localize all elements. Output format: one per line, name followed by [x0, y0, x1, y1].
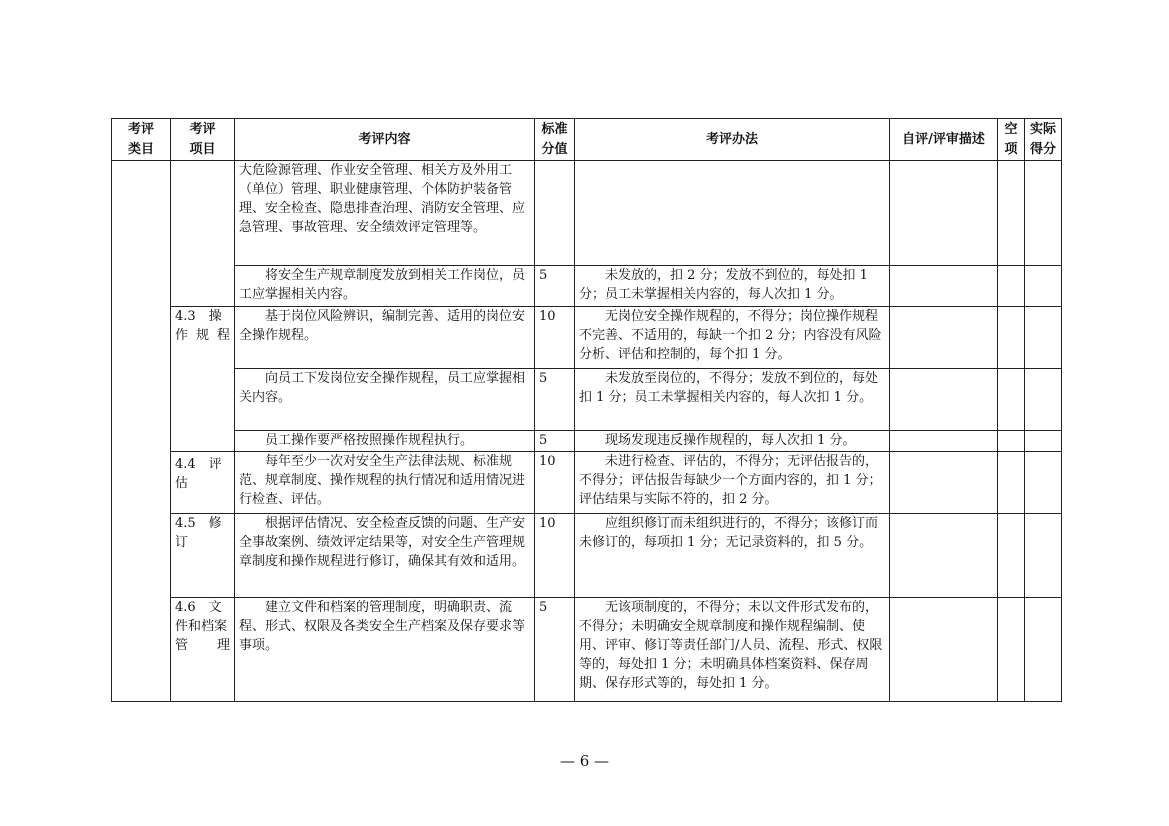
actual-score-cell: [1025, 598, 1062, 702]
blank-item-cell: [998, 369, 1025, 431]
header-method: 考评办法: [575, 119, 890, 161]
method-cell: 应组织修订而未组织进行的，不得分；该修订而未修订的，每项扣 1 分；无记录资料的，扣 5 分。: [575, 514, 890, 598]
method-cell: 未进行检查、评估的，不得分；无评估报告的，不得分；评估报告每缺少一个方面内容的，扣 1 分；评估结果与实际不符的，扣 2 分。: [575, 452, 890, 514]
header-standard-score: 标准 分值: [535, 119, 575, 161]
self-eval-cell: [890, 431, 998, 452]
table-header-row: [112, 119, 1062, 161]
table-row: [112, 431, 1062, 452]
content-cell: 基于岗位风险辨识，编制完善、适用的岗位安全操作规程。: [235, 307, 535, 369]
score-cell: 10: [535, 307, 575, 369]
self-eval-cell: [890, 514, 998, 598]
header-blank-item: 空 项: [998, 119, 1025, 161]
method-cell: [575, 161, 890, 266]
category-cell: [112, 161, 171, 702]
content-cell: 建立文件和档案的管理制度，明确职责、流程、形式、权限及各类安全生产档案及保存要求等事项。: [235, 598, 535, 702]
self-eval-cell: [890, 161, 998, 266]
blank-item-cell: [998, 514, 1025, 598]
score-cell: [535, 161, 575, 266]
self-eval-cell: [890, 266, 998, 307]
header-content: 考评内容: [235, 119, 535, 161]
self-eval-cell: [890, 452, 998, 514]
item-cell: 4.4 评估: [171, 452, 235, 514]
page-number: — 6 —: [559, 752, 610, 770]
item-cell: [171, 161, 235, 307]
method-cell: 现场发现违反操作规程的，每人次扣 1 分。: [575, 431, 890, 452]
item-cell: 4.5 修订: [171, 514, 235, 598]
content-cell: 每年至少一次对安全生产法律法规、标准规范、规章制度、操作规程的执行情况和适用情况进行检查、评估。: [235, 452, 535, 514]
table-row: [112, 266, 1062, 307]
actual-score-cell: [1025, 161, 1062, 266]
header-category: 考评 类目: [112, 119, 171, 161]
method-cell: 无岗位安全操作规程的，不得分；岗位操作规程不完善、不适用的，每缺一个扣 2 分；内容没有风险分析、评估和控制的，每个扣 1 分。: [575, 307, 890, 369]
score-cell: 10: [535, 452, 575, 514]
table-row: [112, 161, 1062, 266]
score-cell: 5: [535, 598, 575, 702]
self-eval-cell: [890, 307, 998, 369]
self-eval-cell: [890, 369, 998, 431]
actual-score-cell: [1025, 266, 1062, 307]
blank-item-cell: [998, 431, 1025, 452]
item-cell: 4.3 操作规程: [171, 307, 235, 452]
actual-score-cell: [1025, 307, 1062, 369]
table-row: [112, 598, 1062, 702]
blank-item-cell: [998, 266, 1025, 307]
evaluation-table: [111, 118, 1062, 702]
self-eval-cell: [890, 598, 998, 702]
blank-item-cell: [998, 452, 1025, 514]
score-cell: 10: [535, 514, 575, 598]
method-cell: 未发放至岗位的，不得分；发放不到位的，每处扣 1 分；员工未掌握相关内容的，每人次扣 1 分。: [575, 369, 890, 431]
blank-item-cell: [998, 161, 1025, 266]
score-cell: 5: [535, 431, 575, 452]
content-cell: 大危险源管理、作业安全管理、相关方及外用工（单位）管理、职业健康管理、个体防护装备管理、安全检查、隐患排查治理、消防安全管理、应急管理、事故管理、安全绩效评定管理等。: [235, 161, 535, 266]
header-item: 考评 项目: [171, 119, 235, 161]
table-row: [112, 307, 1062, 369]
method-cell: 无该项制度的，不得分；未以文件形式发布的，不得分；未明确安全规章制度和操作规程编制、使用、评审、修订等责任部门/人员、流程、形式、权限等的，每处扣 1 分；未明确具体档案资料、保存周期、保存形式等的，每处扣 1 分。: [575, 598, 890, 702]
score-cell: 5: [535, 369, 575, 431]
content-cell: 向员工下发岗位安全操作规程，员工应掌握相关内容。: [235, 369, 535, 431]
blank-item-cell: [998, 598, 1025, 702]
header-self-eval: 自评/评审描述: [890, 119, 998, 161]
table-row: [112, 514, 1062, 598]
table-row: [112, 452, 1062, 514]
content-cell: 将安全生产规章制度发放到相关工作岗位，员工应掌握相关内容。: [235, 266, 535, 307]
table-row: [112, 369, 1062, 431]
actual-score-cell: [1025, 452, 1062, 514]
item-cell: 4.6 文件和档案管理: [171, 598, 235, 702]
score-cell: 5: [535, 266, 575, 307]
content-cell: 根据评估情况、安全检查反馈的问题、生产安全事故案例、绩效评定结果等，对安全生产管理规章制度和操作规程进行修订，确保其有效和适用。: [235, 514, 535, 598]
actual-score-cell: [1025, 514, 1062, 598]
blank-item-cell: [998, 307, 1025, 369]
method-cell: 未发放的，扣 2 分；发放不到位的，每处扣 1 分；员工未掌握相关内容的，每人次扣 1 分。: [575, 266, 890, 307]
actual-score-cell: [1025, 369, 1062, 431]
content-cell: 员工操作要严格按照操作规程执行。: [235, 431, 535, 452]
actual-score-cell: [1025, 431, 1062, 452]
header-actual-score: 实际 得分: [1025, 119, 1062, 161]
